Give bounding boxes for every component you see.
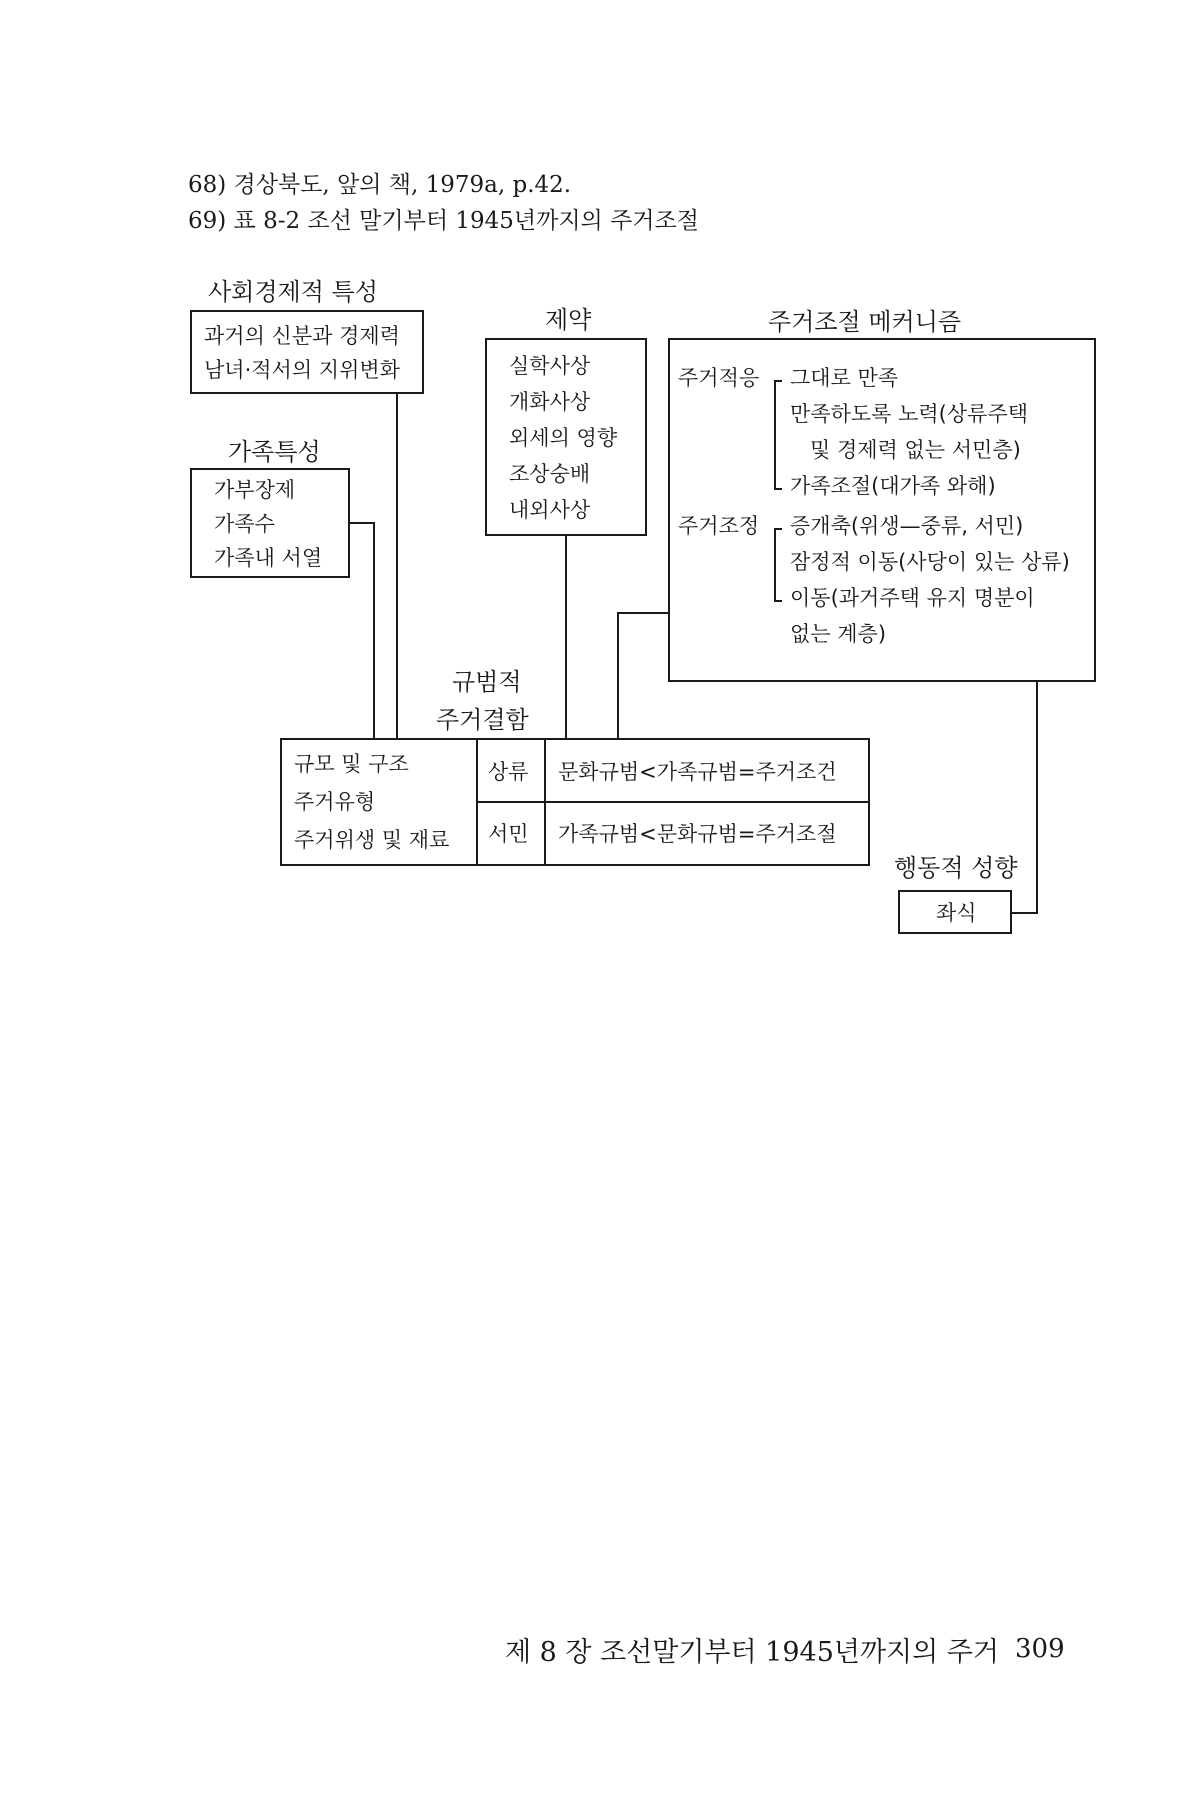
connector-mechanism <box>617 612 670 614</box>
constraint-item: 실학사상 <box>509 354 591 378</box>
deficit-label-line1: 규범적 <box>452 668 522 696</box>
behavior-item: 좌식 <box>936 901 977 925</box>
constraint-item: 개화사상 <box>509 390 591 414</box>
socio-label: 사회경제적 특성 <box>208 278 378 306</box>
connector-behavior <box>1036 680 1038 914</box>
housing-condition: 규모 및 구조 <box>294 752 409 776</box>
behavior-label: 행동적 성향 <box>894 854 1018 882</box>
constraint-box <box>485 338 647 536</box>
mechanism-box <box>668 338 1096 682</box>
adaptation-label: 주거적응 <box>678 366 760 390</box>
chapter-title: 제 8 장 조선말기부터 1945년까지의 주거 <box>505 1637 999 1668</box>
adaptation-item: 그대로 만족 <box>790 366 899 390</box>
constraint-item: 조상숭배 <box>509 462 591 486</box>
housing-table <box>280 738 870 866</box>
class-commoner: 서민 <box>488 822 529 846</box>
constraint-label: 제약 <box>545 306 592 334</box>
behavior-box <box>898 890 1012 934</box>
connector-constraint <box>565 534 567 740</box>
class-upper: 상류 <box>488 760 529 784</box>
socio-item: 남녀·적서의 지위변화 <box>204 358 400 382</box>
family-box <box>190 468 350 578</box>
family-item: 가족수 <box>214 512 275 536</box>
deficit-label-line2: 주거결함 <box>436 706 529 734</box>
socio-box <box>190 310 424 394</box>
adjustment-label: 주거조정 <box>678 514 760 538</box>
family-item: 가족내 서열 <box>214 546 323 570</box>
socio-item: 과거의 신분과 경제력 <box>204 324 400 348</box>
adjustment-item: 잠정적 이동(사당이 있는 상류) <box>790 550 1070 574</box>
footnote-69: 69) 표 8-2 조선 말기부터 1945년까지의 주거조절 <box>188 208 699 234</box>
family-label: 가족특성 <box>228 438 321 466</box>
norm-relation-commoner: 가족규범<문화규범=주거조절 <box>558 822 837 846</box>
constraint-item: 외세의 영향 <box>509 426 618 450</box>
adjustment-item: 이동(과거주택 유지 명분이 <box>790 586 1035 610</box>
housing-condition: 주거위생 및 재료 <box>294 828 450 852</box>
adjustment-item: 없는 계층) <box>790 622 887 646</box>
page-number: 309 <box>1015 1634 1065 1664</box>
connector-mechanism <box>617 612 619 740</box>
connector-socio <box>396 392 398 740</box>
housing-condition: 주거유형 <box>294 790 376 814</box>
connector-family <box>348 522 374 524</box>
connector-family <box>373 522 375 740</box>
footnote-68: 68) 경상북도, 앞의 책, 1979a, p.42. <box>188 172 572 198</box>
constraint-item: 내외사상 <box>509 498 591 522</box>
mechanism-label: 주거조절 메커니즘 <box>768 308 962 336</box>
norm-relation-upper: 문화규범<가족규범=주거조건 <box>558 760 837 784</box>
adaptation-item: 만족하도록 노력(상류주택 <box>790 402 1029 426</box>
family-item: 가부장제 <box>214 478 296 502</box>
adaptation-item: 가족조절(대가족 와해) <box>790 474 996 498</box>
adaptation-item: 및 경제력 없는 서민층) <box>810 438 1021 462</box>
connector-behavior <box>1010 912 1038 914</box>
adjustment-item: 증개축(위생—중류, 서민) <box>790 514 1024 538</box>
